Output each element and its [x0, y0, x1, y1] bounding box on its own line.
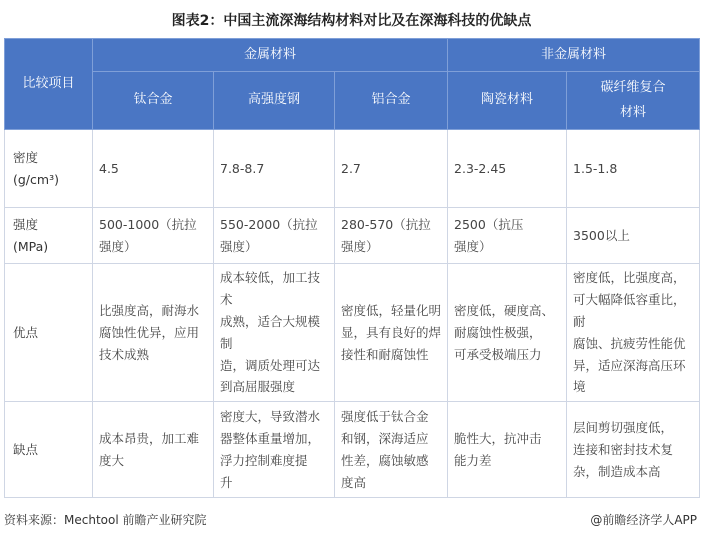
- row-label-advantages: 优点: [5, 264, 93, 402]
- table-row-density: [5, 130, 700, 208]
- header-group-nonmetal: 非金属材料: [448, 39, 700, 72]
- header-row-label: 比较项目: [5, 39, 93, 130]
- table-cell: 强度低于钛合金 和钢，深海适应 性差，腐蚀敏感 度高: [335, 402, 448, 498]
- table-cell: 280-570（抗拉 强度）: [335, 208, 448, 264]
- table-cell: 3500以上: [567, 208, 700, 264]
- header-col-ceramic: 陶瓷材料: [448, 72, 567, 130]
- header-column-row: [5, 72, 700, 130]
- table-cell: 脆性大，抗冲击 能力差: [448, 402, 567, 498]
- header-group-row: [5, 39, 700, 72]
- table-cell: 密度大，导致潜水 器整体重量增加， 浮力控制难度提 升: [214, 402, 335, 498]
- comparison-table: [4, 38, 700, 498]
- table-cell: 2.7: [335, 130, 448, 208]
- table-cell: 密度低，轻量化明 显，具有良好的焊 接性和耐腐蚀性: [335, 264, 448, 402]
- table-cell: 层间剪切强度低， 连接和密封技术复 杂，制造成本高: [567, 402, 700, 498]
- header-col-titanium: 钛合金: [93, 72, 214, 130]
- table-cell: 成本昂贵，加工难 度大: [93, 402, 214, 498]
- table-cell: 550-2000（抗拉 强度）: [214, 208, 335, 264]
- table-cell: 密度低，比强度高， 可大幅降低容重比，耐 腐蚀、抗疲劳性能优 异，适应深海高压环 境: [567, 264, 700, 402]
- header-group-metal: 金属材料: [93, 39, 448, 72]
- header-col-steel: 高强度钢: [214, 72, 335, 130]
- page-title: 图表2：中国主流深海结构材料对比及在深海科技的优缺点: [171, 13, 532, 29]
- table-cell: 比强度高，耐海水 腐蚀性优异，应用 技术成熟: [93, 264, 214, 402]
- table-cell: 2500（抗压 强度）: [448, 208, 567, 264]
- table-row-strength: [5, 208, 700, 264]
- table-cell: 4.5: [93, 130, 214, 208]
- row-label-disadvantages: 缺点: [5, 402, 93, 498]
- table-cell: 500-1000（抗拉 强度）: [93, 208, 214, 264]
- table-cell: 2.3-2.45: [448, 130, 567, 208]
- row-label-density: 密度 (g/cm³): [5, 130, 93, 208]
- header-col-carbon-fiber: 碳纤维复合 材料: [567, 72, 700, 130]
- source-note: 资料来源：Mechtool 前瞻产业研究院: [4, 513, 207, 527]
- table-row-disadvantages: [5, 402, 700, 498]
- table-cell: 1.5-1.8: [567, 130, 700, 208]
- header-col-aluminum: 铝合金: [335, 72, 448, 130]
- table-cell: 成本较低，加工技术 成熟，适合大规模制 造，调质处理可达 到高屈服强度: [214, 264, 335, 402]
- brand-credit: @前瞻经济学人APP: [590, 513, 697, 527]
- table-row-advantages: [5, 264, 700, 402]
- table-cell: 7.8-8.7: [214, 130, 335, 208]
- table-cell: 密度低，硬度高、 耐腐蚀性极强， 可承受极端压力: [448, 264, 567, 402]
- row-label-strength: 强度 (MPa): [5, 208, 93, 264]
